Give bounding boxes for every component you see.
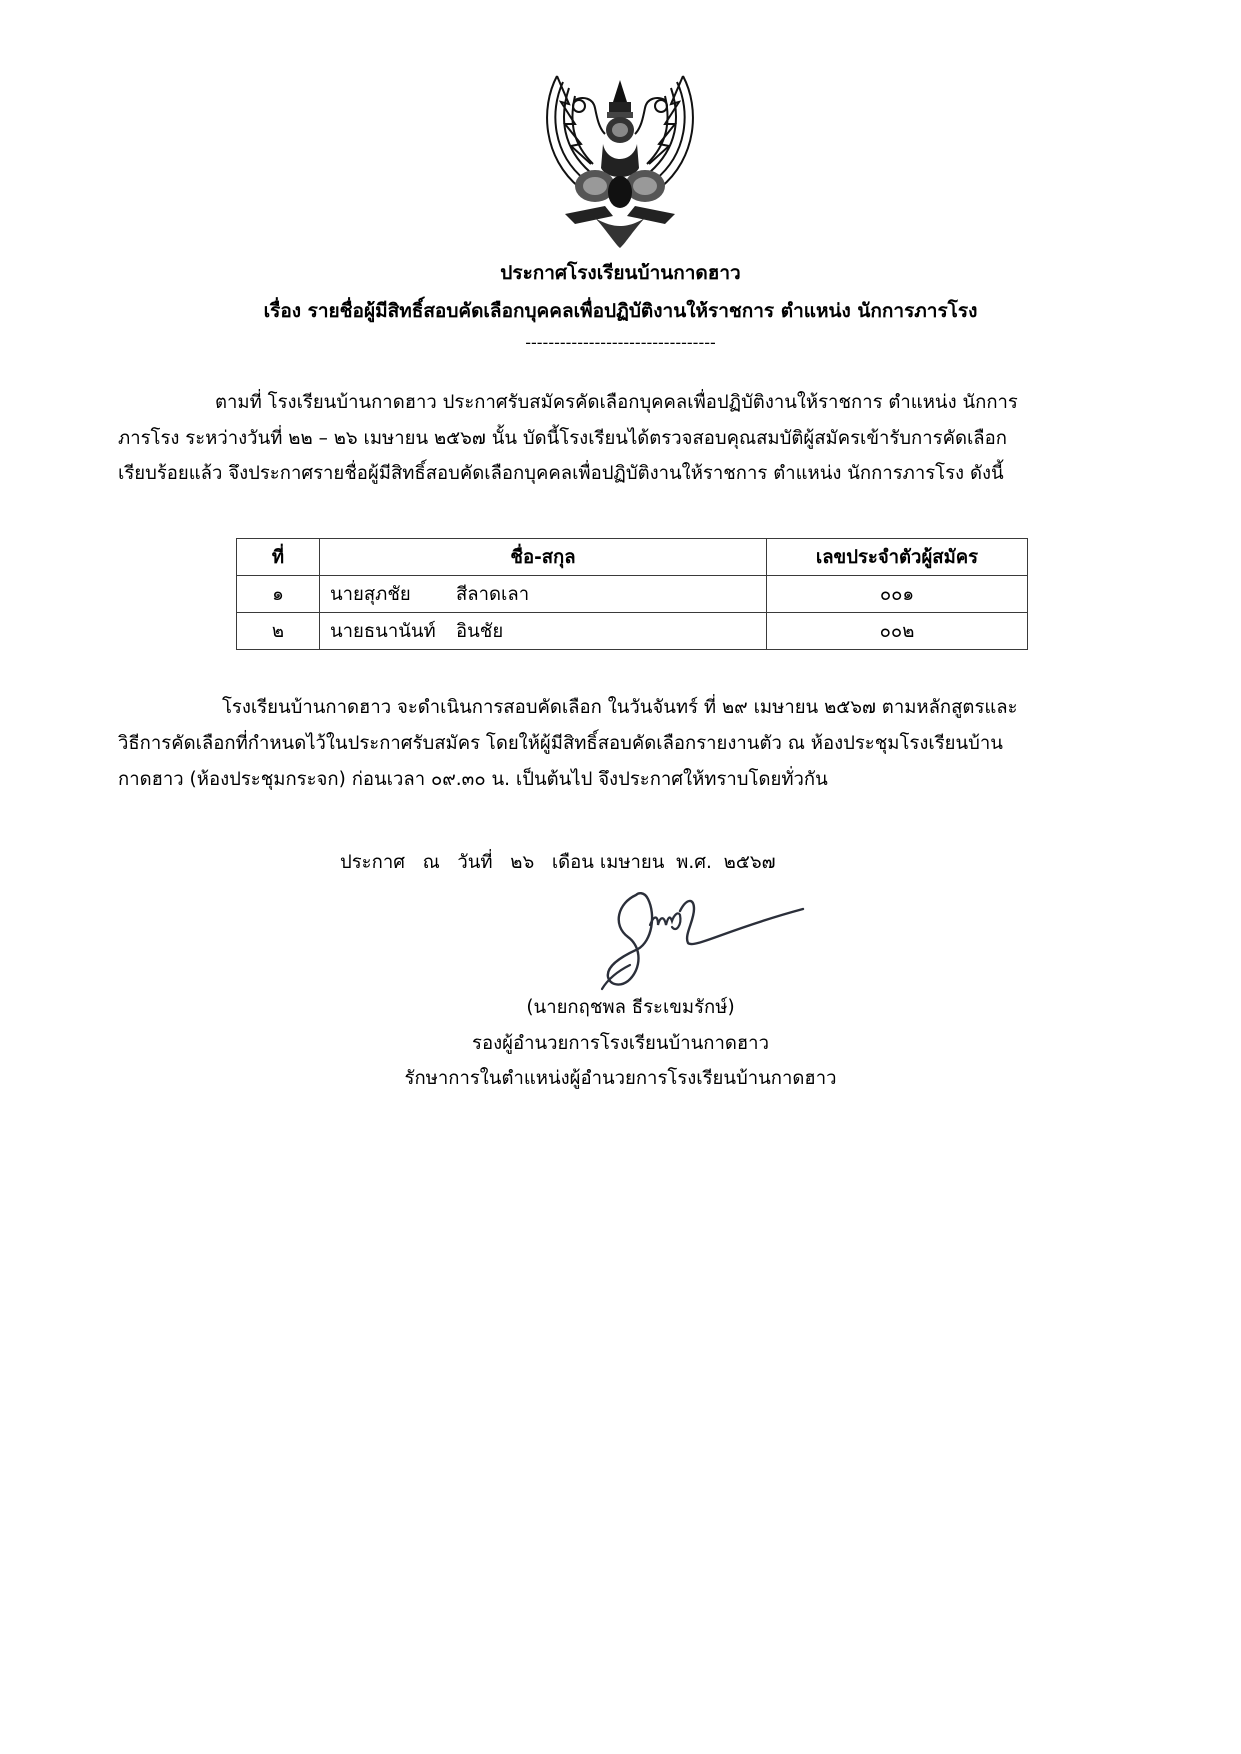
table-row (237, 576, 1028, 613)
column-header-number: ที่ (237, 539, 320, 576)
column-header-name: ชื่อ-สกุล (320, 539, 767, 576)
announcement-subject: เรื่อง รายชื่อผู้มีสิทธิ์สอบคัดเลือกบุคคลเพื่อปฏิบัติงานให้ราชการ ตำแหน่ง นักการภารโรง (263, 300, 978, 322)
cell-number: ๑ (237, 576, 320, 613)
paragraph-line: กาดฮาว (ห้องประชุมกระจก) ก่อนเวลา ๐๙.๓๐ น. เป็นต้นไป จึงประกาศให้ทราบโดยทั่วกัน (118, 769, 828, 790)
column-header-applicant-id: เลขประจำตัวผู้สมัคร (767, 539, 1028, 576)
signatory-name: (นายกฤชพล ธีระเขมรักษ์) (526, 997, 735, 1018)
paragraph-line: เรียบร้อยแล้ว จึงประกาศรายชื่อผู้มีสิทธิ์สอบคัดเลือกบุคคลเพื่อปฏิบัติงานให้ราชการ ตำแหน่ง นักการภารโรง ดังนี้ (118, 463, 1004, 484)
table-row (237, 613, 1028, 650)
paragraph-line: ตามที่ โรงเรียนบ้านกาดฮาว ประกาศรับสมัครคัดเลือกบุคคลเพื่อปฏิบัติงานให้ราชการ ตำแหน่ง นักการ (215, 392, 1018, 413)
paragraph-line: โรงเรียนบ้านกาดฮาว จะดำเนินการสอบคัดเลือก ในวันจันทร์ ที่ ๒๙ เมษายน ๒๕๖๗ ตามหลักสูตรและ (222, 697, 1018, 718)
cell-name (320, 576, 767, 613)
cell-applicant-id: ๐๐๒ (767, 613, 1028, 650)
last-name: อินชัย (456, 620, 504, 642)
candidate-table (236, 538, 1028, 650)
signatory-acting-position: รักษาการในตำแหน่งผู้อำนวยการโรงเรียนบ้านกาดฮาว (404, 1068, 837, 1089)
announcement-title: ประกาศโรงเรียนบ้านกาดฮาว (500, 262, 741, 284)
title-divider: --------------------------------- (525, 333, 716, 352)
cell-number: ๒ (237, 613, 320, 650)
paragraph-line: ภารโรง ระหว่างวันที่ ๒๒ – ๒๖ เมษายน ๒๕๖๗ นั้น บัดนี้โรงเรียนได้ตรวจสอบคุณสมบัติผู้สมัครเข้ารับการคัดเลือก (118, 428, 1007, 449)
last-name: สีลาดเลา (456, 583, 530, 605)
signatory-position: รองผู้อำนวยการโรงเรียนบ้านกาดฮาว (472, 1033, 769, 1054)
cell-name (320, 613, 767, 650)
first-name: นายธนานันท์ (330, 620, 436, 642)
table-header-row (237, 539, 1028, 576)
cell-applicant-id: ๐๐๑ (767, 576, 1028, 613)
announcement-date: ประกาศ ณ วันที่ ๒๖ เดือน เมษายน พ.ศ. ๒๕๖๗ (340, 852, 776, 873)
garuda-emblem-icon (535, 68, 705, 250)
paragraph-line: วิธีการคัดเลือกที่กำหนดไว้ในประกาศรับสมัคร โดยให้ผู้มีสิทธิ์สอบคัดเลือกรายงานตัว ณ ห้องประชุมโรงเรียนบ้าน (118, 733, 1003, 754)
first-name: นายสุภชัย (330, 583, 411, 605)
handwritten-signature-icon (598, 885, 813, 995)
